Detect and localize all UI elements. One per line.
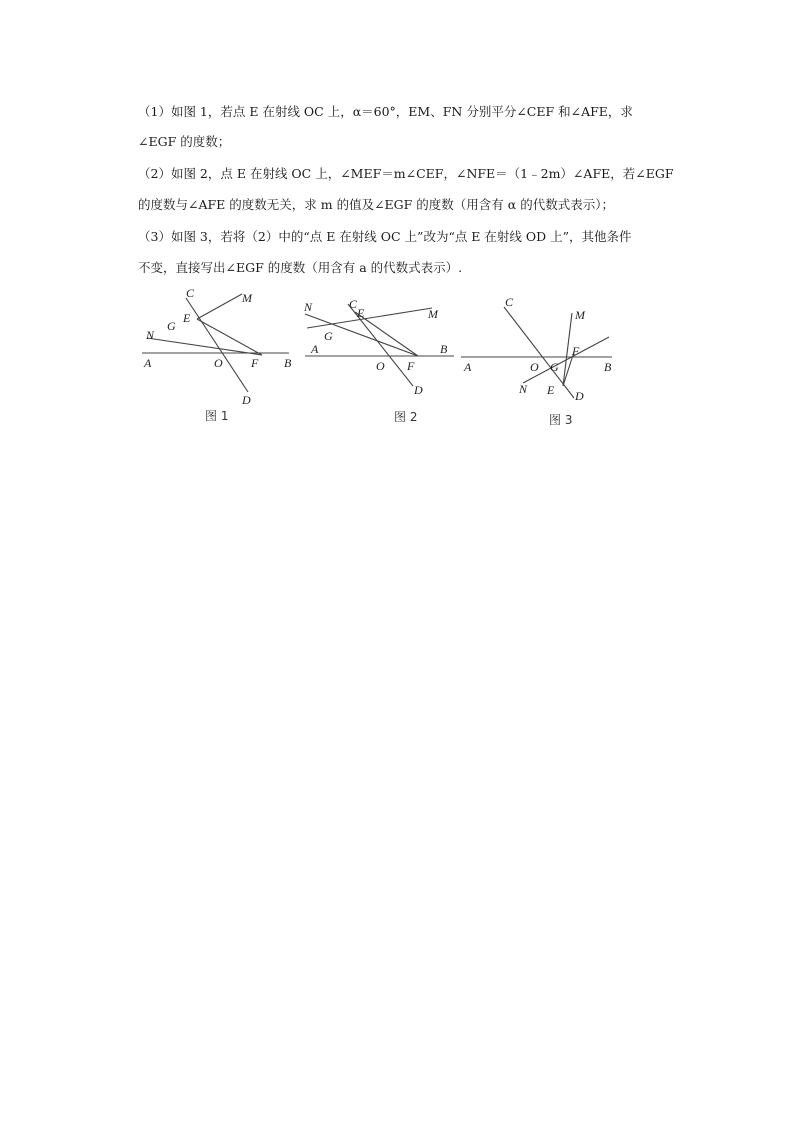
label-G: G [550, 360, 559, 374]
label-D: D [575, 389, 584, 403]
label-A: A [144, 356, 152, 370]
label-B: B [284, 356, 292, 370]
label-A: A [311, 342, 319, 356]
label-M: M [575, 308, 585, 322]
label-F: F [572, 344, 580, 358]
question-part2-line1: （2）如图 2，点 E 在射线 OC 上，∠MEF＝m∠CEF，∠NFE＝（1﹣2m）∠AFE，若∠EGF [138, 166, 674, 181]
question-part1-line2: ∠EGF 的度数； [138, 134, 231, 149]
figure-3-diagram [458, 292, 618, 406]
segment-EF [197, 319, 262, 355]
ray-EM [307, 308, 432, 328]
label-E: E [547, 383, 555, 397]
figure-2-diagram [300, 292, 462, 402]
label-N: N [304, 300, 313, 314]
question-part2-line2: 的度数与∠AFE 的度数无关，求 m 的值及∠EGF 的度数（用含有 α 的代数式表示）； [138, 197, 614, 212]
label-F: F [407, 359, 415, 373]
question-part1-line1: （1）如图 1，若点 E 在射线 OC 上，α＝60°，EM、FN 分别平分∠CEF 和∠AFE，求 [138, 104, 633, 119]
segment-EF [355, 312, 418, 356]
label-G: G [167, 319, 176, 333]
label-D: D [242, 393, 251, 407]
ray-EM [563, 313, 572, 386]
figure-3-caption: 图 3 [549, 413, 573, 427]
label-C: C [349, 297, 358, 311]
question-part3-line1: （3）如图 3，若将（2）中的“点 E 在射线 OC 上”改为“点 E 在射线 OD 上”，其他条件 [138, 229, 632, 244]
label-O: O [530, 360, 539, 374]
label-F: F [251, 356, 259, 370]
figure-1-caption: 图 1 [205, 409, 229, 423]
figure-2-caption: 图 2 [394, 410, 418, 424]
label-B: B [604, 360, 612, 374]
label-E: E [183, 311, 191, 325]
label-N: N [146, 328, 155, 342]
label-C: C [186, 286, 195, 300]
ray-EM [197, 294, 242, 319]
label-C: C [505, 295, 514, 309]
label-E: E [357, 306, 365, 320]
label-O: O [214, 356, 223, 370]
label-G: G [324, 329, 333, 343]
label-M: M [242, 291, 252, 305]
label-D: D [414, 383, 423, 397]
figure-1-diagram [136, 282, 306, 408]
label-N: N [519, 382, 528, 396]
label-O: O [376, 359, 385, 373]
label-A: A [464, 360, 472, 374]
label-M: M [428, 307, 438, 321]
question-part3-line2: 不变，直接写出∠EGF 的度数（用含有 a 的代数式表示）. [138, 260, 463, 275]
label-B: B [440, 342, 448, 356]
